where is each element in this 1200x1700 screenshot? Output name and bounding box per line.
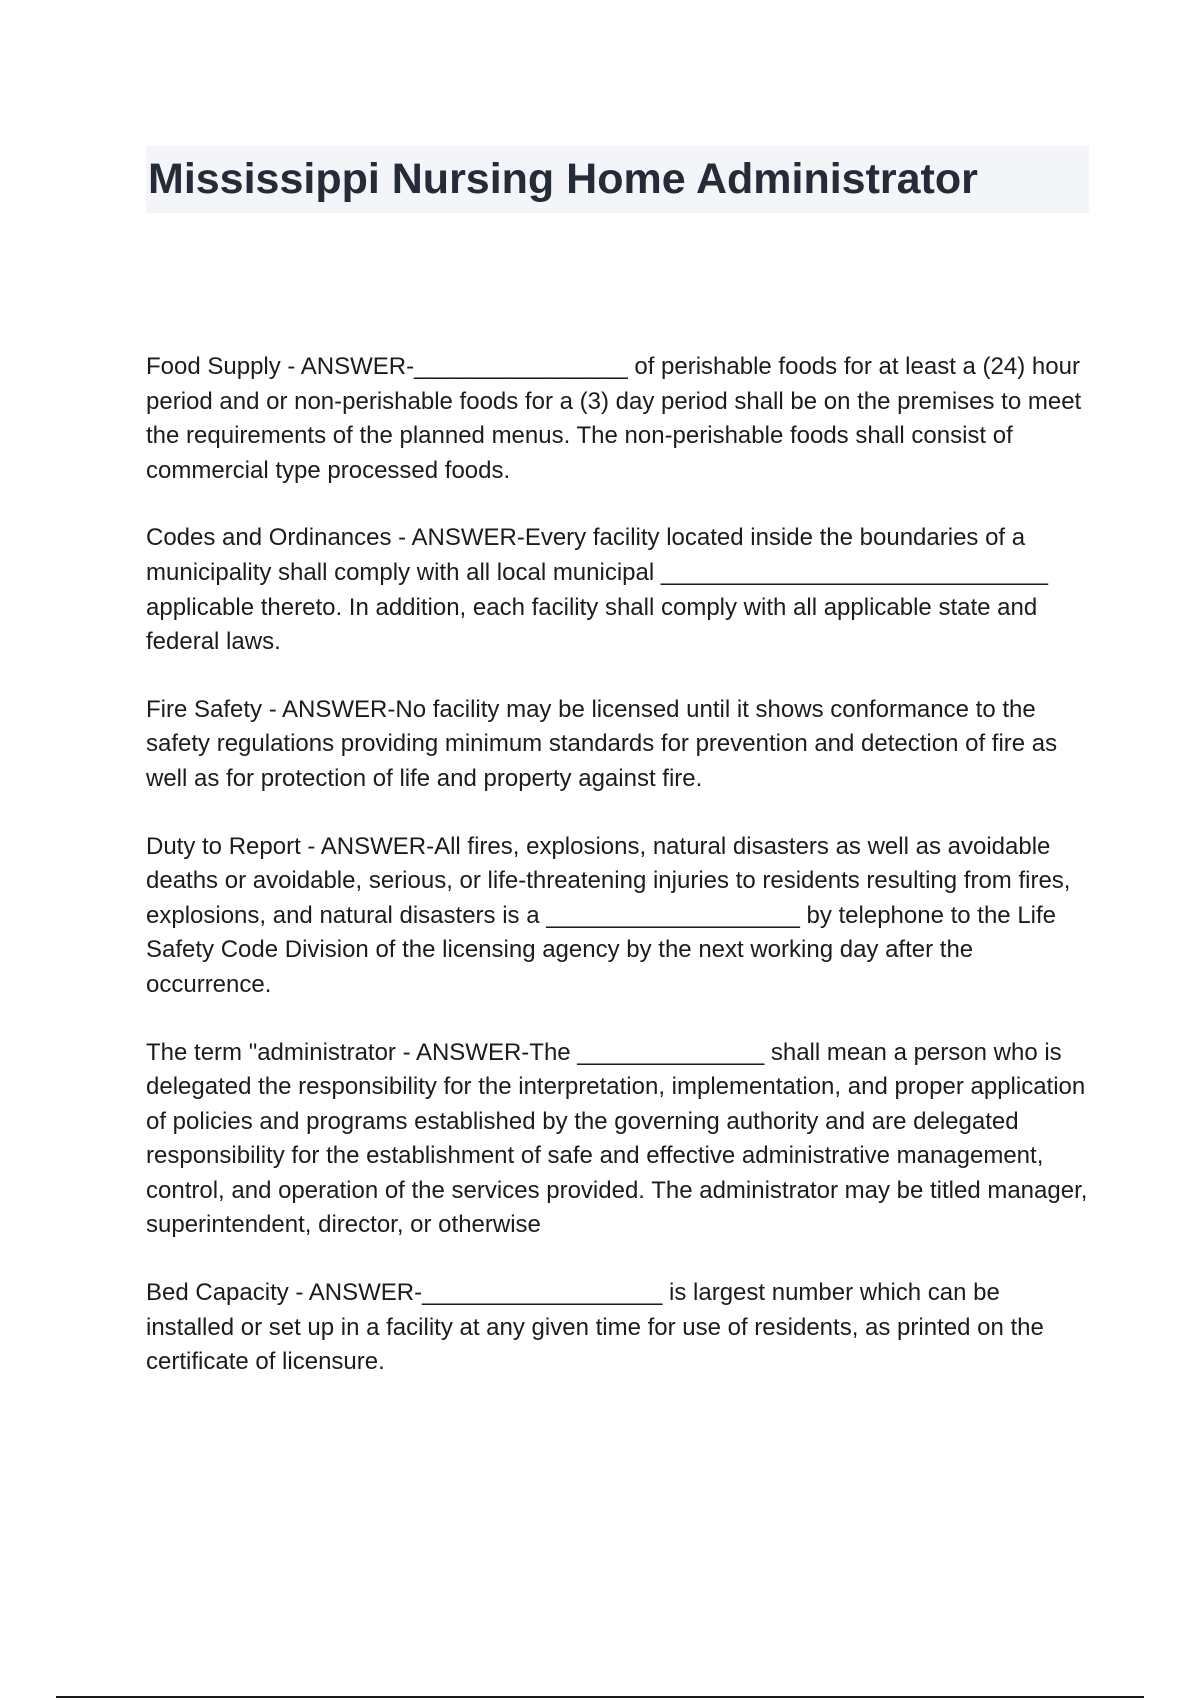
flashcard-entry (146, 350, 1094, 488)
flashcard-list (146, 350, 1094, 1413)
entry-answer-marker: - ANSWER- (391, 524, 525, 552)
flashcard-entry (146, 693, 1094, 797)
entry-answer: __________________ is largest number which can be installed or set up in a facility at any given time for use of residents, as printed on the certificate of licensure. (146, 1279, 1044, 1376)
entry-answer-marker: - ANSWER- (288, 1279, 423, 1307)
entry-term: Duty to Report (146, 832, 301, 860)
title-banner (146, 146, 1089, 213)
entry-answer: No facility may be licensed until it shows conformance to the safety regulations providing minimum standards for prevention and detection of fire as well as for protection of life and property against fire. (146, 695, 1058, 792)
flashcard-entry (146, 521, 1094, 659)
flashcard-entry (146, 1036, 1094, 1244)
footer-divider (56, 1696, 1144, 1698)
entry-answer: The ______________ shall mean a person who is delegated the responsibility for the interpretation, implementation, and proper application of policies and programs established by the governing authority and are delegated responsibility for the establishment of safe and effective administrative management, control, and operation of the services provided. The administrator may be titled manager, superintendent, director, or otherwise (146, 1038, 1088, 1239)
entry-answer-marker: - ANSWER- (262, 695, 396, 723)
entry-answer-marker: - ANSWER- (395, 1038, 530, 1066)
entry-answer: Every facility located inside the boundaries of a municipality shall comply with all local municipal _____________________________ applicable thereto. In addition, each facility shall comply with all applicable state and federal laws. (146, 524, 1048, 656)
entry-term: Food Supply (146, 353, 281, 380)
entry-answer: ________________ of perishable foods for at least a (24) hour period and or non-perishable foods for a (3) day period shall be on the premises to meet the requirements of the planned menus. The non-perishable foods shall consist of commercial type processed foods. (146, 353, 1082, 484)
entry-term: Bed Capacity (146, 1279, 289, 1307)
entry-term: Fire Safety (146, 695, 263, 723)
document-title: Mississippi Nursing Home Administrator (148, 155, 978, 203)
entry-answer: All fires, explosions, natural disasters as well as avoidable deaths or avoidable, serious, or life-threatening injuries to residents resulting from fires, explosions, and natural disasters is a ___________________ by telephone to the Life Safety Code Division of the licensing agency by the next working day after the occurrence. (146, 832, 1071, 998)
entry-answer-marker: - ANSWER- (300, 832, 435, 860)
flashcard-entry (146, 1276, 1094, 1380)
entry-term: Codes and Ordinances (146, 524, 392, 552)
entry-term: The term "administrator (146, 1038, 396, 1066)
entry-answer-marker: - ANSWER- (280, 353, 415, 380)
flashcard-entry (146, 830, 1094, 1003)
